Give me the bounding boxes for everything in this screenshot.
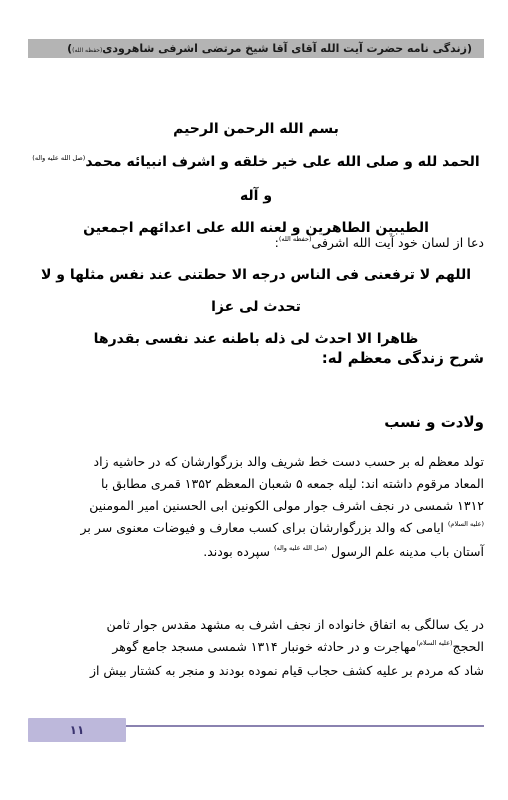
paragraph-birth-line-5-end: سپرده بودند. (203, 544, 274, 559)
dua-intro-colon: : (274, 235, 279, 250)
paragraph-birth-line-4-text: ایامی که والد بزرگوارشان برای کسب معارف و فیوضات معنوی سر بر (80, 520, 448, 535)
paragraph-birth-line-1: تولد معظم له بر حسب دست خط شریف والد بزرگوارشان که در حاشیه زاد (93, 454, 484, 469)
running-header (28, 39, 484, 58)
dua-intro-text: دعا از لسان خود آیت الله اشرفی (311, 235, 484, 250)
salawat-mark: (صل الله علیه واله) (273, 544, 328, 552)
bismillah-line: بسم الله الرحمن الرحیم (173, 121, 339, 137)
paragraph-birth-line-5 (28, 541, 484, 565)
paragraph-childhood (28, 614, 484, 682)
honorific-mark: (علیه السلام) (447, 520, 484, 528)
salawat-text: صل الله علیه واله (276, 544, 325, 552)
doxology-line-1 (28, 146, 484, 212)
opening-doxology (28, 146, 484, 244)
dua-intro (28, 232, 484, 256)
header-honorific-text: حفظه الله (74, 47, 100, 54)
dua-intro-honorific: (حفظه الله) (278, 235, 312, 243)
header-title: (زندگی نامه حضرت آیت الله آقای آقا شیخ مرتضی اشرفی شاهرودی (102, 42, 472, 55)
heading-birth-lineage: ولادت و نسب (384, 413, 484, 431)
honorific-text: علیه السلام (418, 639, 450, 647)
salawat-text: صل الله علیه واله (34, 154, 83, 162)
salawat-mark: (صل الله علیه واله) (32, 154, 86, 162)
paragraph-childhood-line-3: شاد که مردم بر علیه کشف حجاب قیام نموده بودند و منجر به کشتار بیش از (89, 663, 484, 678)
header-close: ) (67, 42, 73, 55)
header-honorific: (حفظه الله) (72, 47, 103, 54)
doxology-text: الحمد لله و صلی الله علی خیر خلقه و اشرف انبیائه محمد (85, 154, 480, 170)
dua-arabic (28, 259, 484, 355)
page-number-box (28, 718, 126, 742)
doxology-end: و آله (239, 188, 273, 204)
doxology-line-2: الطیبین الطاهرین و لعنه الله علی اعدائهم اجمعین (83, 220, 429, 236)
heading-biography: شرح زندگی معظم له: (321, 349, 484, 367)
honorific-text: علیه السلام (450, 520, 482, 528)
dua-line-1: اللهم لا ترفعنی فی الناس درجه الا حطتنی عند نفس مثلها و لا تحدث لی عزا (40, 267, 472, 315)
paragraph-childhood-line-2 (28, 636, 484, 660)
paragraph-birth-line-3: ۱۳۱۲ شمسی در نجف اشرف جوار مولی الکونین ابی الحسنین امیر المومنین (89, 498, 484, 513)
paragraph-childhood-line-2-start: الحجج (452, 639, 484, 654)
paragraph-birth-line-5-text: آستان باب مدینه علم الرسول (331, 544, 484, 559)
paragraph-birth (28, 451, 484, 565)
paragraph-birth-line-4 (28, 517, 484, 541)
paragraph-childhood-line-1: در یک سالگی به اتفاق خانواده از نجف اشرف به مشهد مقدس جوار ثامن (106, 617, 484, 632)
paragraph-birth-line-2: المعاد مرقوم داشته اند: لیله جمعه ۵ شعبان المعظم ۱۳۵۲ قمری مطابق با (101, 476, 484, 491)
page-number: ۱۱ (69, 723, 85, 737)
honorific-mark: (علیه السلام) (416, 639, 453, 647)
dua-line-2: ظاهرا الا احدث لی ذله باطنه عند نفسی بقدرها (93, 331, 419, 347)
paragraph-childhood-line-2-end: مهاجرت و در حادثه خونبار ۱۳۱۴ شمسی مسجد جامع گوهر (112, 639, 417, 654)
dua-intro-honorific-text: حفظه الله (281, 235, 309, 243)
